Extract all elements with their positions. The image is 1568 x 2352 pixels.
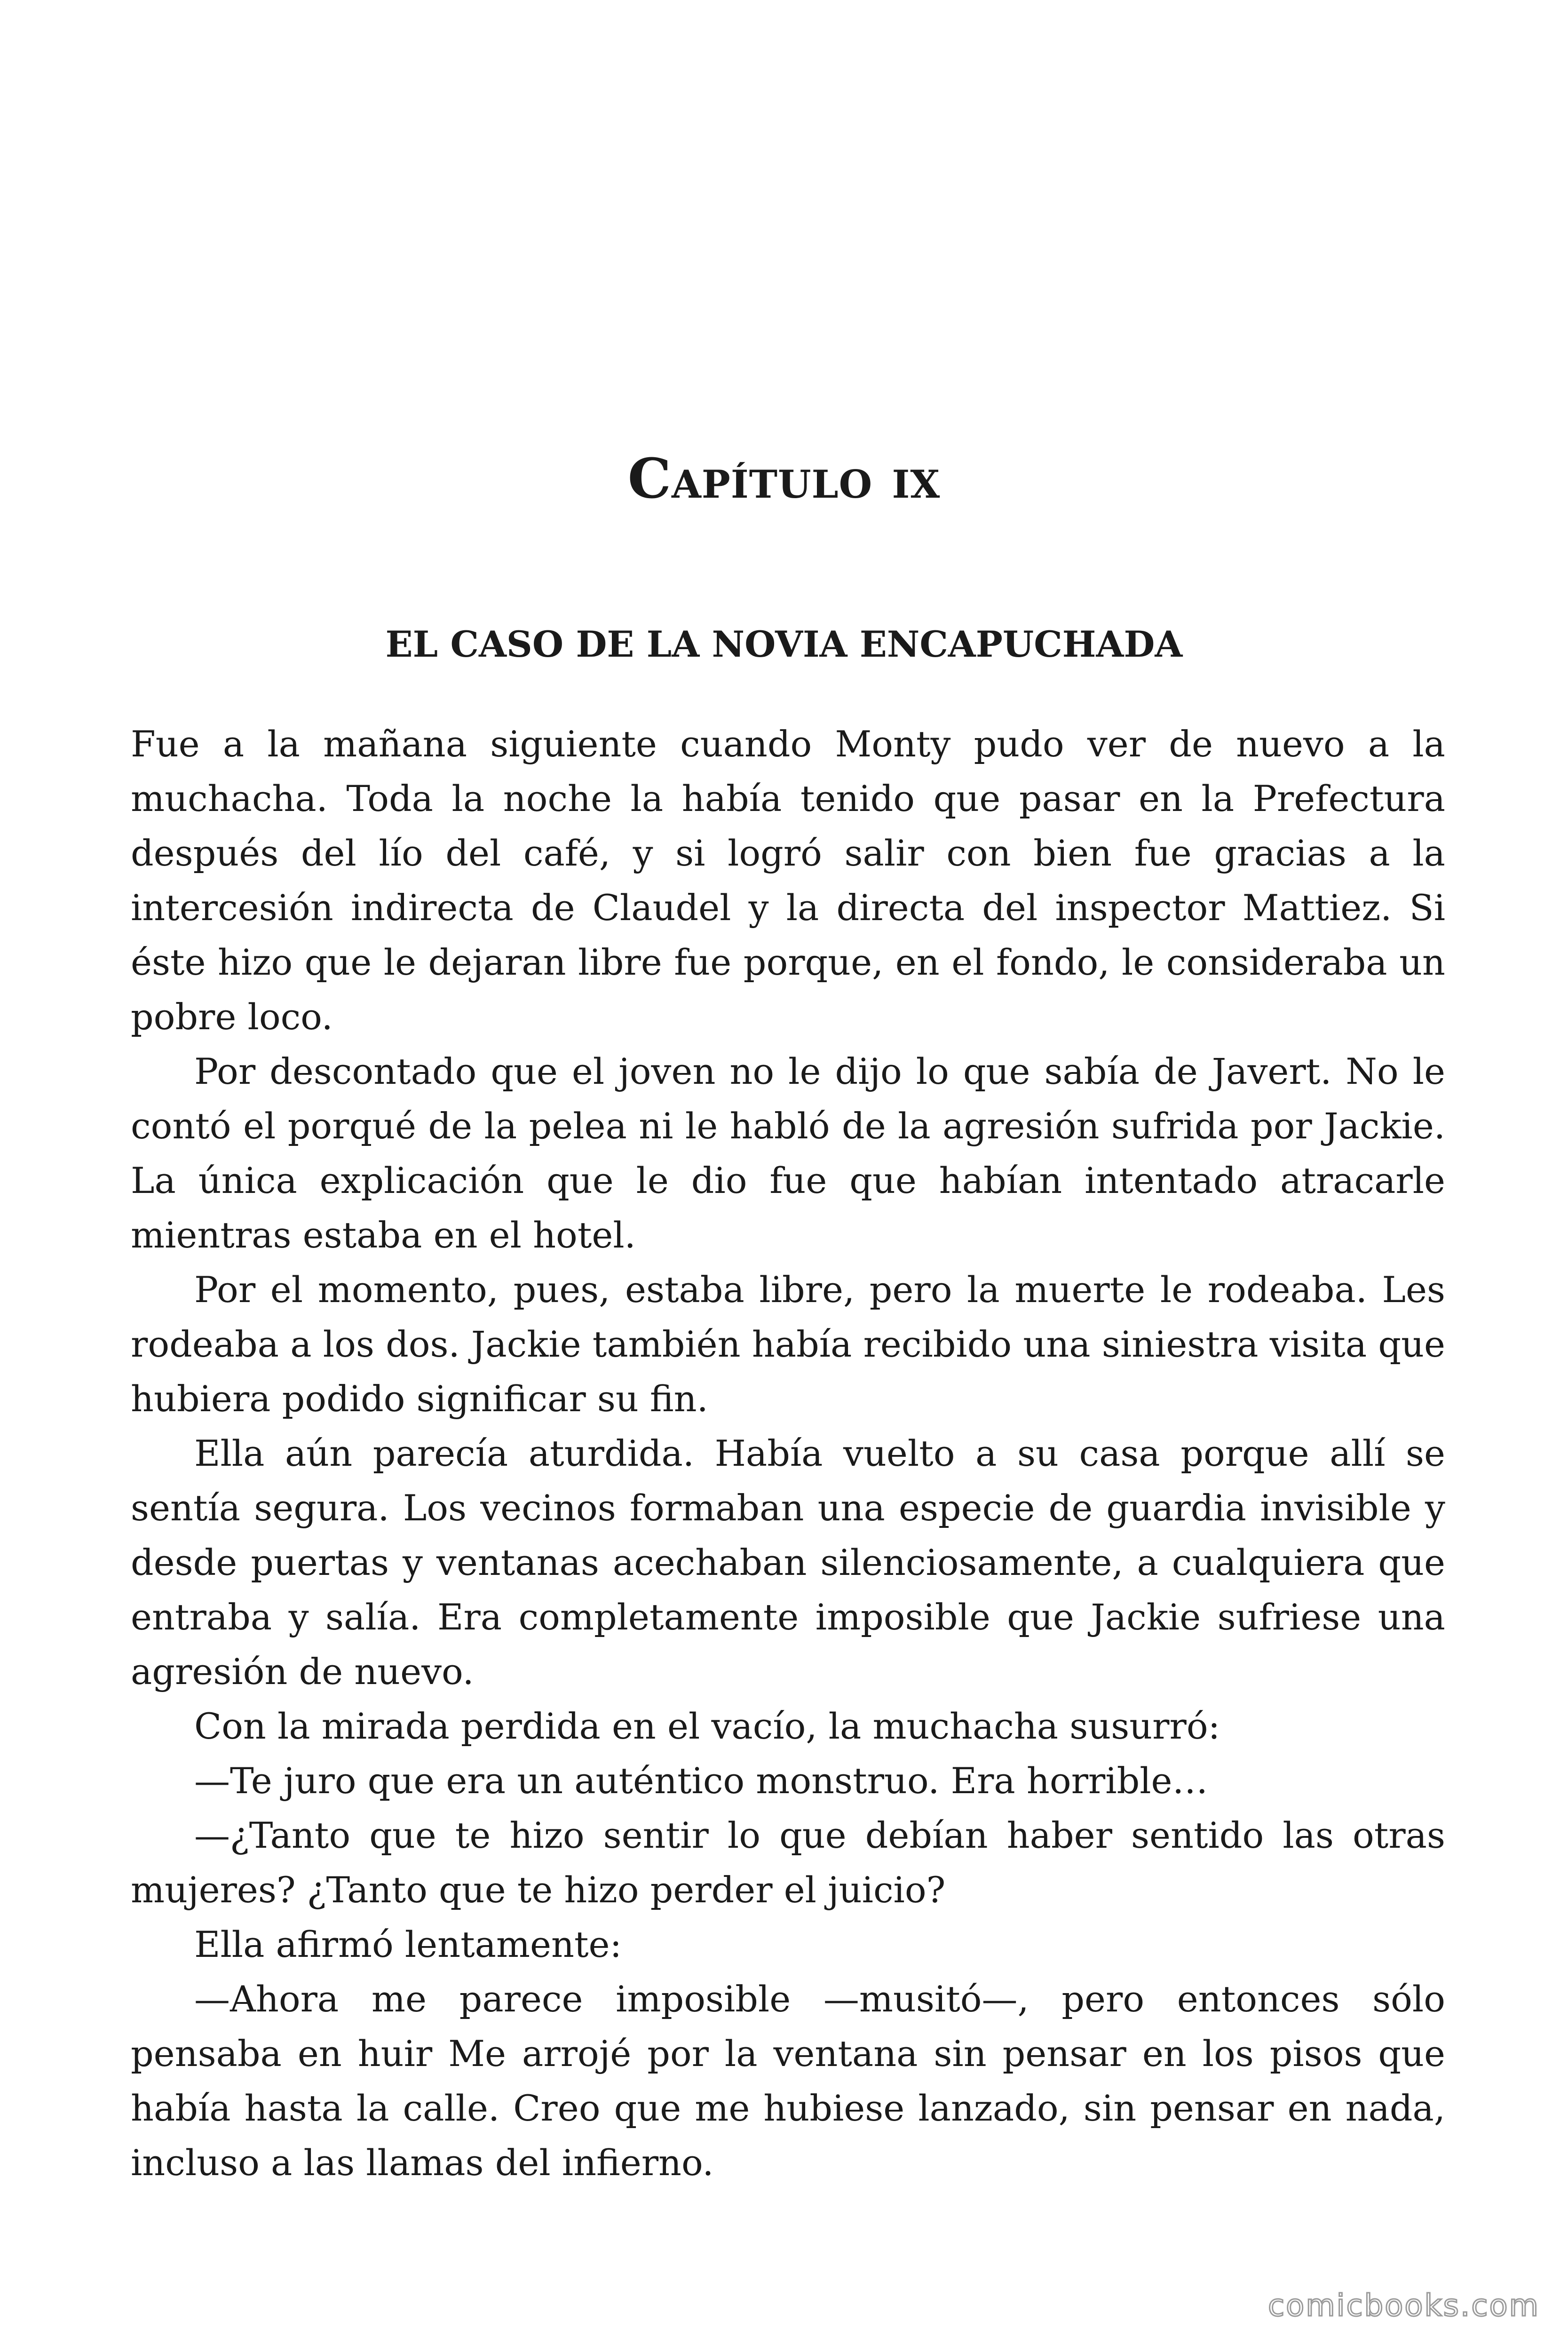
dialogue-line: —Te juro que era un auténtico monstruo. Era horrible… (194, 1760, 1208, 1802)
chapter-body (131, 717, 1445, 2190)
paragraph: Ella aún parecía aturdida. Había vuelto a su casa porque allí se sentía segura. Los vecinos formaban una especie de guardia invisible y desde puertas y ventanas acechaban silenciosamente, a cualquiera que entraba y salía. Era completamente imposible que Jackie sufriese una agresión de nuevo. (131, 1432, 1445, 1692)
watermark-logo: comicbooks.com (1267, 2288, 1540, 2323)
dialogue-line: —Ahora me parece imposible —musitó—, pero entonces sólo pensaba en huir Me arrojé por la ventana sin pensar en los pisos que había hasta la calle. Creo que me hubiese lanzado, sin pensar en nada, incluso a las llamas del infierno. (131, 1978, 1445, 2184)
chapter-subtitle: EL CASO DE LA NOVIA ENCAPUCHADA (385, 623, 1183, 665)
paragraph: Ella afirmó lentamente: (194, 1923, 622, 1965)
paragraph: Por el momento, pues, estaba libre, pero la muerte le rodeaba. Les rodeaba a los dos. Jackie también había recibido una siniestra visita que hubiera podido significar su fin. (131, 1269, 1445, 1420)
paragraph: Fue a la mañana siguiente cuando Monty pudo ver de nuevo a la muchacha. Toda la noche la había tenido que pasar en la Prefectura después del lío del café, y si logró salir con bien fue gracias a la intercesión indirecta de Claudel y la directa del inspector Mattiez. Si éste hizo que le dejaran libre fue porque, en el fondo, le consideraba un pobre loco. (131, 723, 1445, 1038)
dialogue-line: —¿Tanto que te hizo sentir lo que debían haber sentido las otras mujeres? ¿Tanto que te hizo perder el juicio? (131, 1814, 1445, 1911)
chapter-title: Capítulo ix (627, 447, 941, 511)
paragraph: Con la mirada perdida en el vacío, la muchacha susurró: (194, 1705, 1220, 1747)
paragraph: Por descontado que el joven no le dijo lo que sabía de Javert. No le contó el porqué de la pelea ni le habló de la agresión sufrida por Jackie. La única explicación que le dio fue que habían intentado atracarle mientras estaba en el hotel. (131, 1050, 1445, 1256)
